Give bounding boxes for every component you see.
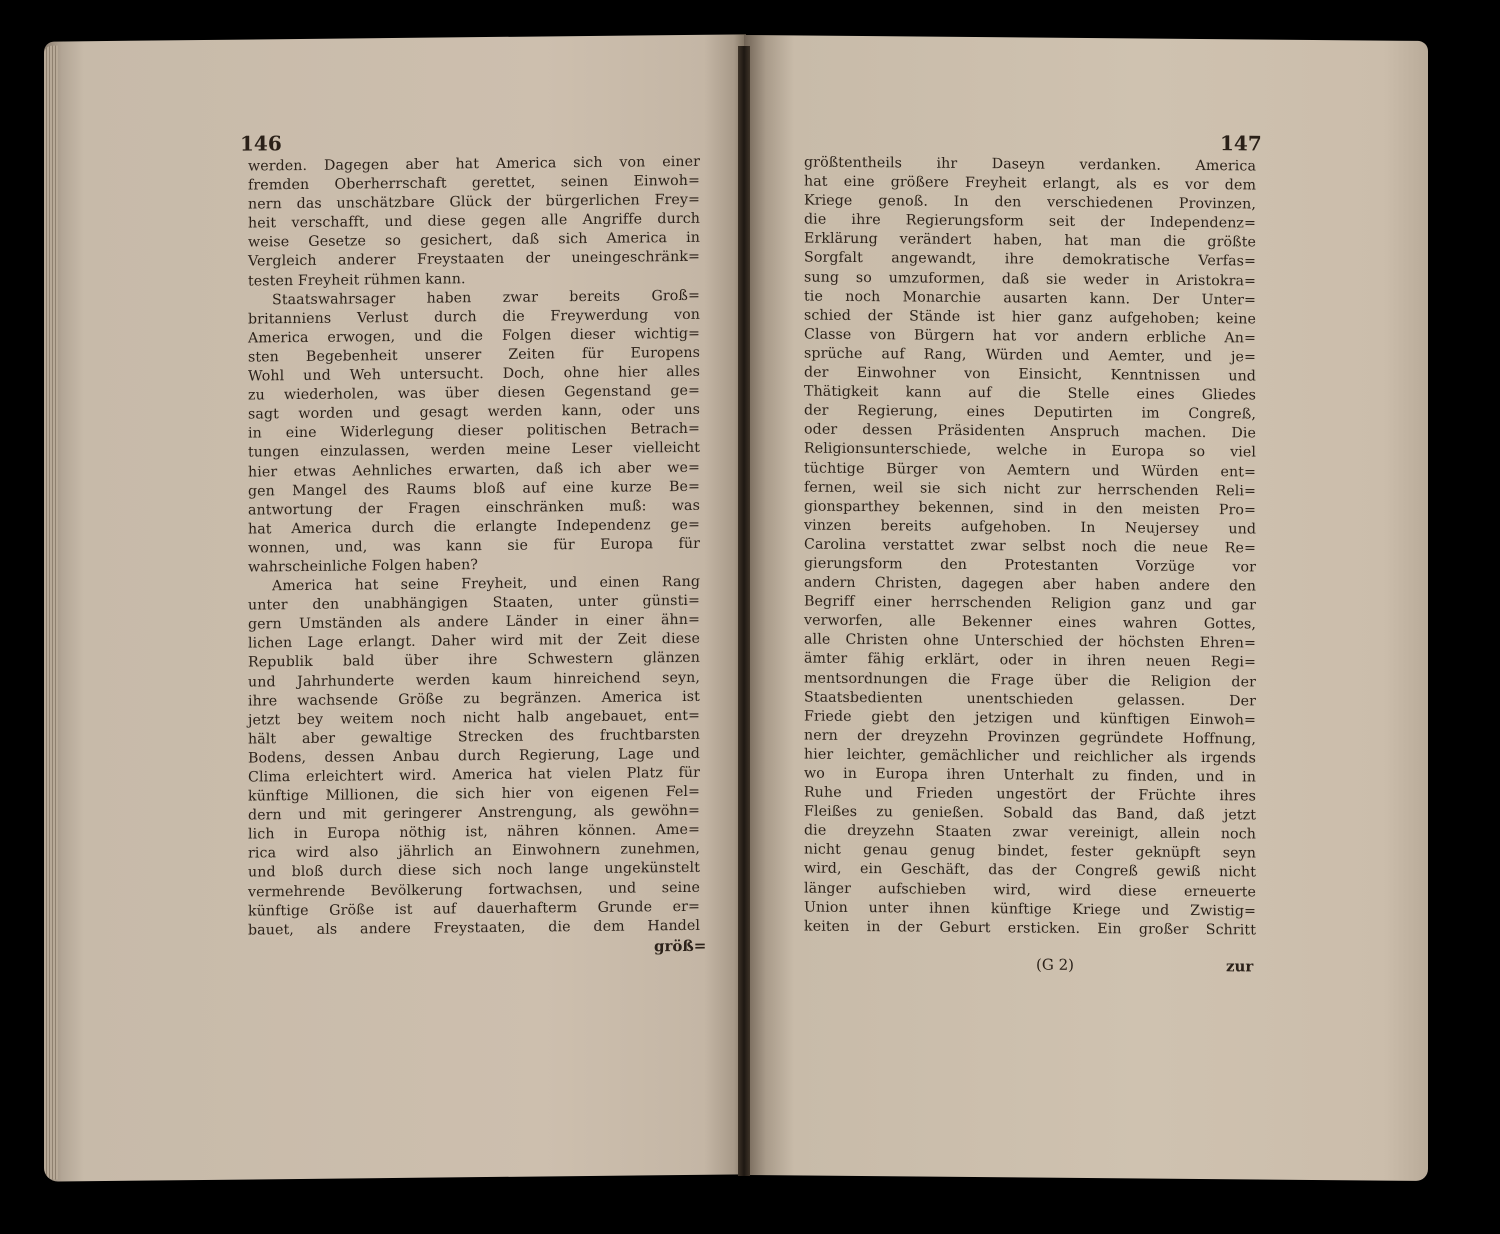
- text-line: hier etwas Aehnliches erwarten, daß ich aber we=: [248, 459, 700, 481]
- text-line: schied der Stände ist hier ganz aufgehoben; keine: [804, 307, 1256, 328]
- text-line: britanniens Verlust durch die Freywerdung von: [248, 306, 700, 328]
- page-number-left: 146: [240, 131, 282, 156]
- text-line: hat America durch die erlangte Independenz ge=: [248, 516, 700, 538]
- text-line: nern der dreyzehn Provinzen gegründete Hoffnung,: [804, 727, 1256, 748]
- text-line: künftige Größe ist auf dauerhafterm Grunde er=: [248, 898, 700, 920]
- text-line: gen Mangel des Raums bloß auf eine kurze Be=: [248, 478, 700, 500]
- text-line: Vergleich anderer Freystaaten der uneingeschränk=: [248, 249, 700, 271]
- text-line: Thätigkeit kann auf die Stelle eines Gliedes: [804, 383, 1256, 404]
- text-line: Fleißes zu genießen. Sobald das Band, daß jetzt: [804, 803, 1256, 824]
- text-line: gern Umständen als andere Länder in einer ähn=: [248, 612, 700, 633]
- text-line: gionsparthey bekennen, sind in den meisten Pro=: [804, 498, 1256, 519]
- catchword-right: zur: [1226, 957, 1254, 976]
- book-gutter: [738, 46, 750, 1176]
- text-line: heit verschafft, und diese gegen alle Angriffe durch: [248, 211, 700, 232]
- text-line: Bodens, dessen Anbau durch Regierung, Lage und: [248, 745, 700, 767]
- right-page-text: [804, 154, 1256, 941]
- text-line: tie noch Monarchie ausarten kann. Der Unter=: [804, 288, 1256, 309]
- text-line: künftige Millionen, die sich hier von eigenen Fel=: [248, 783, 700, 805]
- text-line: die ihre Regierungsform seit der Independenz=: [804, 211, 1256, 232]
- text-line: oder dessen Präsidenten Anspruch machen. Die: [804, 421, 1256, 442]
- text-line: keiten in der Geburt ersticken. Ein großer Schritt: [804, 918, 1256, 939]
- text-line: Sorgfalt angewandt, ihre demokratische Verfas=: [804, 250, 1256, 270]
- text-line: der Einwohner von Einsicht, Kenntnissen und: [804, 364, 1256, 385]
- text-line: Classe von Bürgern hat vor andern erbliche An=: [804, 326, 1256, 347]
- text-line: Kriege genoß. In den verschiedenen Provinzen,: [804, 192, 1256, 213]
- text-line: sung so umzuformen, daß sie weder in Aristokra=: [804, 269, 1256, 290]
- text-line: Staatsbedienten unentschieden gelassen. Der: [804, 689, 1256, 710]
- text-line: vinzen bereits aufgehoben. In Neujersey und: [804, 517, 1256, 538]
- text-line: die dreyzehn Staaten zwar vereinigt, allein noch: [804, 822, 1256, 843]
- text-line: nicht genau genug bindet, fester geknüpft seyn: [804, 841, 1256, 862]
- text-line: fremden Oberherrschaft gerettet, seinen Einwoh=: [248, 172, 700, 194]
- text-line: hat eine größere Freyheit erlangt, als es vor dem: [804, 173, 1256, 194]
- text-line: Ruhe und Frieden ungestört der Früchte ihres: [804, 784, 1256, 805]
- text-line: nern das unschätzbare Glück der bürgerlichen Frey=: [248, 191, 700, 213]
- open-book: [44, 38, 1434, 1188]
- left-page-text: [248, 153, 700, 941]
- page-edge: [44, 46, 58, 1180]
- text-line: Staatswahrsager haben zwar bereits Groß=: [272, 287, 700, 308]
- text-line: gierungsform den Protestanten Vorzüge vor: [804, 555, 1256, 576]
- left-page: [44, 34, 746, 1181]
- text-line: wo in Europa ihren Unterhalt zu finden, und in: [804, 765, 1256, 786]
- text-line: America hat seine Freyheit, und einen Rang: [272, 573, 700, 595]
- text-line: werden. Dagegen aber hat America sich von einer: [248, 153, 700, 175]
- text-line: America erwogen, und die Folgen dieser wichtig=: [248, 325, 700, 347]
- text-line: testen Freyheit rühmen kann.: [248, 270, 466, 290]
- text-line: verworfen, alle Bekenner eines wahren Gottes,: [804, 612, 1256, 633]
- text-line: Begriff einer herrschenden Religion ganz und gar: [804, 593, 1256, 614]
- text-line: der Regierung, eines Deputirten im Congreß,: [804, 402, 1256, 423]
- text-line: länger aufschieben wird, wird diese erneuerte: [804, 880, 1256, 901]
- catchword-left: größ=: [654, 936, 707, 956]
- text-line: sten Begebenheit unserer Zeiten für Europens: [248, 344, 700, 366]
- text-line: lichen Lage erlangt. Daher wird mit der Zeit diese: [248, 631, 700, 652]
- text-line: tüchtige Bürger von Aemtern und Würden ent=: [804, 460, 1256, 480]
- text-line: Religionsunterschiede, welche in Europa so viel: [804, 440, 1256, 461]
- signature-mark: (G 2): [1036, 955, 1074, 974]
- page-number-right: 147: [1220, 131, 1262, 156]
- text-line: tungen einzulassen, werden meine Leser vielleicht: [248, 440, 700, 461]
- text-line: Carolina verstattet zwar selbst noch die neue Re=: [804, 536, 1256, 557]
- text-line: Clima erleichtert wird. America hat vielen Platz für: [248, 764, 700, 786]
- text-line: lich in Europa nöthig ist, nähren können. Ame=: [248, 822, 700, 843]
- text-line: Republik bald über ihre Schwestern glänzen: [248, 650, 700, 671]
- text-line: dern und mit geringerer Anstrengung, als gewöhn=: [248, 802, 700, 824]
- text-line: ämter fähig erklärt, oder in ihren neuen Regi=: [804, 650, 1256, 671]
- text-line: Union unter ihnen künftige Kriege und Zwistig=: [804, 899, 1256, 920]
- text-line: wonnen, und, was kann sie für Europa für: [248, 535, 700, 557]
- text-line: andern Christen, dagegen aber haben andere den: [804, 574, 1256, 595]
- text-line: wird, ein Geschäft, das der Congreß gewiß nicht: [804, 861, 1256, 881]
- text-line: ihre wachsende Größe zu begränzen. America ist: [248, 688, 700, 710]
- text-line: mentsordnungen die Frage über die Religion der: [804, 670, 1256, 691]
- text-line: in eine Widerlegung dieser politischen Betrach=: [248, 421, 700, 442]
- text-line: wahrscheinliche Folgen haben?: [248, 557, 479, 576]
- text-line: Erklärung verändert haben, hat man die größte: [804, 230, 1256, 251]
- text-line: unter den unabhängigen Staaten, unter günsti=: [248, 592, 700, 614]
- text-line: weise Gesetze so gesichert, daß sich America in: [248, 230, 700, 251]
- text-line: zu wiederholen, was über diesen Gegenstand ge=: [248, 382, 700, 404]
- text-line: größtentheils ihr Daseyn verdanken. America: [804, 154, 1256, 175]
- text-line: sagt worden und gesagt werden kann, oder uns: [248, 402, 700, 423]
- text-line: vermehrende Bevölkerung fortwachsen, und seine: [248, 879, 700, 901]
- text-line: Friede giebt den jetzigen und künftigen Einwoh=: [804, 708, 1256, 729]
- text-line: und bloß durch diese sich noch lange ungekünstelt: [248, 860, 700, 882]
- right-page: [744, 35, 1428, 1181]
- text-line: bauet, als andere Freystaaten, die dem Handel: [248, 917, 700, 939]
- text-line: jetzt bey weitem noch nicht halb angebauet, ent=: [248, 707, 700, 729]
- text-line: antwortung der Fragen einschränken muß: was: [248, 497, 700, 519]
- text-line: hier leichter, gemächlicher und reichlicher als irgends: [804, 746, 1256, 767]
- text-line: hält aber gewaltige Strecken des fruchtbarsten: [248, 726, 700, 748]
- text-line: rica wird also jährlich an Einwohnern zunehmen,: [248, 841, 700, 862]
- text-line: und Jahrhunderte werden kaum hinreichend seyn,: [248, 669, 700, 691]
- text-line: alle Christen ohne Unterschied der höchsten Ehren=: [804, 631, 1256, 652]
- text-line: sprüche auf Rang, Würden und Aemter, und je=: [804, 345, 1256, 366]
- text-line: Wohl und Weh untersucht. Doch, ohne hier alles: [248, 363, 700, 385]
- text-line: fernen, weil sie sich nicht zur herrschenden Reli=: [804, 479, 1256, 500]
